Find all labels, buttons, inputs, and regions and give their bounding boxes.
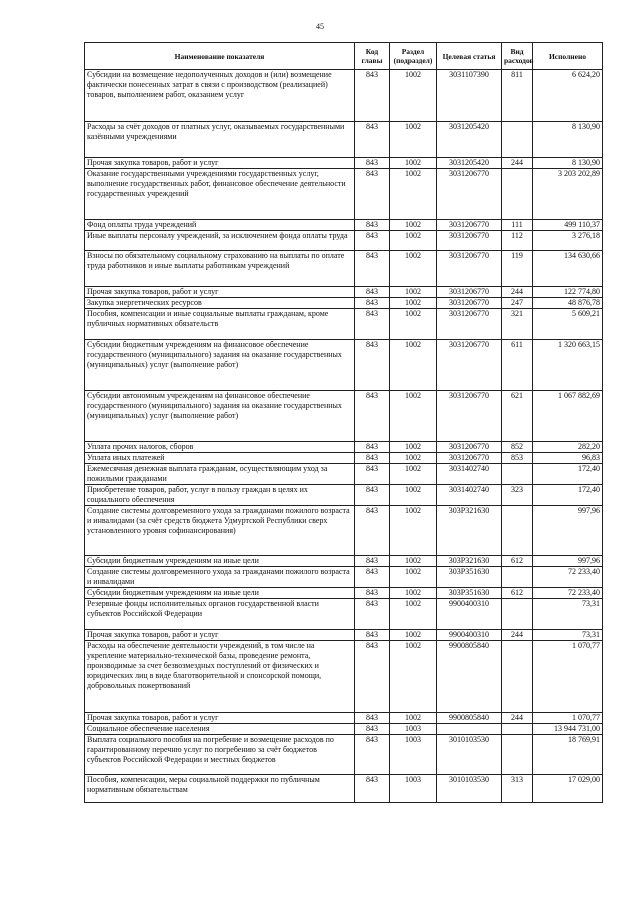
table-row <box>85 641 603 713</box>
cell-target: 3031206770 <box>437 340 502 391</box>
cell-name: Субсидии бюджетным учреждениям на финансовое обеспечение государственного (муниципального) задания на оказание государственных (муниципальных) услуг (выполнение работ) <box>85 340 355 391</box>
cell-name: Прочая закупка товаров, работ и услуг <box>85 713 355 724</box>
cell-target: 3031205420 <box>437 158 502 169</box>
cell-code: 843 <box>355 630 390 641</box>
cell-executed: 13 944 731,00 <box>533 724 603 735</box>
cell-executed: 1 070,77 <box>533 641 603 713</box>
cell-section: 1002 <box>390 630 437 641</box>
cell-expense: 313 <box>502 775 533 803</box>
cell-code: 843 <box>355 158 390 169</box>
cell-section: 1002 <box>390 169 437 220</box>
header-executed: Исполнено <box>533 43 603 70</box>
cell-name: Иные выплаты персоналу учреждений, за исключением фонда оплаты труда <box>85 231 355 251</box>
cell-name: Приобретение товаров, работ, услуг в пользу граждан в целях их социального обеспечения <box>85 485 355 506</box>
table-row <box>85 70 603 122</box>
cell-name: Ежемесячная денежная выплата гражданам, осуществляющим уход за пожилыми гражданами <box>85 464 355 485</box>
cell-expense: 611 <box>502 340 533 391</box>
cell-expense: 321 <box>502 309 533 340</box>
cell-target: 303P321630 <box>437 556 502 567</box>
cell-expense <box>502 641 533 713</box>
cell-executed: 499 110,37 <box>533 220 603 231</box>
cell-section: 1002 <box>390 556 437 567</box>
cell-code: 843 <box>355 724 390 735</box>
cell-name: Расходы за счёт доходов от платных услуг, оказываемых государственными казёнными учреждениями <box>85 122 355 158</box>
cell-name: Оказание государственными учреждениями государственных услуг, выполнение государственных работ, финансовое обеспечение деятельности государственных учреждений <box>85 169 355 220</box>
cell-expense: 853 <box>502 453 533 464</box>
cell-section: 1002 <box>390 309 437 340</box>
table-row <box>85 485 603 506</box>
cell-name: Социальное обеспечение населения <box>85 724 355 735</box>
cell-executed: 72 233,40 <box>533 588 603 599</box>
table-row <box>85 735 603 775</box>
cell-executed: 5 609,21 <box>533 309 603 340</box>
cell-executed: 282,20 <box>533 442 603 453</box>
cell-name: Выплата социального пособия на погребение и возмещение расходов по гарантированному перечню услуг по погребению за счёт бюджетов субъектов Российской Федерации и местных бюджетов <box>85 735 355 775</box>
cell-target: 303P321630 <box>437 506 502 556</box>
header-name: Наименование показателя <box>85 43 355 70</box>
cell-expense <box>502 599 533 630</box>
cell-section: 1002 <box>390 641 437 713</box>
header-row <box>85 43 603 70</box>
table-row <box>85 287 603 298</box>
cell-expense <box>502 735 533 775</box>
cell-section: 1003 <box>390 724 437 735</box>
cell-executed: 172,40 <box>533 485 603 506</box>
cell-expense <box>502 464 533 485</box>
header-target: Целевая статья <box>437 43 502 70</box>
cell-section: 1002 <box>390 158 437 169</box>
cell-executed: 17 029,00 <box>533 775 603 803</box>
cell-expense: 811 <box>502 70 533 122</box>
table-row <box>85 340 603 391</box>
cell-target: 3031107390 <box>437 70 502 122</box>
cell-name: Прочая закупка товаров, работ и услуг <box>85 630 355 641</box>
cell-executed: 3 203 202,89 <box>533 169 603 220</box>
page-number: 45 <box>316 22 324 31</box>
cell-executed: 1 070,77 <box>533 713 603 724</box>
table-row <box>85 169 603 220</box>
cell-target: 303P351630 <box>437 567 502 588</box>
cell-section: 1002 <box>390 122 437 158</box>
cell-name: Создание системы долговременного ухода за гражданами пожилого возраста и инвалидами (за счёт средств бюджета Удмуртской Республики сверх установленного уровня софинансирования) <box>85 506 355 556</box>
cell-name: Субсидии бюджетным учреждениям на иные цели <box>85 588 355 599</box>
cell-section: 1002 <box>390 220 437 231</box>
header-expense: Вид расходов <box>502 43 533 70</box>
cell-target: 3031206770 <box>437 287 502 298</box>
cell-code: 843 <box>355 231 390 251</box>
cell-section: 1002 <box>390 599 437 630</box>
cell-name: Пособия, компенсации, меры социальной поддержки по публичным нормативным обязательствам <box>85 775 355 803</box>
cell-code: 843 <box>355 599 390 630</box>
cell-executed: 997,96 <box>533 556 603 567</box>
cell-expense <box>502 122 533 158</box>
cell-target: 3031206770 <box>437 442 502 453</box>
cell-target: 9900400310 <box>437 599 502 630</box>
cell-name: Уплата прочих налогов, сборов <box>85 442 355 453</box>
cell-executed: 122 774,80 <box>533 287 603 298</box>
cell-target: 3031206770 <box>437 309 502 340</box>
cell-code: 843 <box>355 220 390 231</box>
cell-target: 3031402740 <box>437 485 502 506</box>
cell-target: 3031206770 <box>437 298 502 309</box>
cell-target: 3031205420 <box>437 122 502 158</box>
cell-section: 1002 <box>390 298 437 309</box>
cell-executed: 73,31 <box>533 599 603 630</box>
table-row <box>85 251 603 287</box>
cell-section: 1002 <box>390 567 437 588</box>
cell-code: 843 <box>355 122 390 158</box>
table-row <box>85 464 603 485</box>
cell-section: 1002 <box>390 70 437 122</box>
cell-expense <box>502 169 533 220</box>
cell-expense: 621 <box>502 391 533 442</box>
cell-executed: 1 067 882,69 <box>533 391 603 442</box>
cell-name: Уплата иных платежей <box>85 453 355 464</box>
cell-expense: 323 <box>502 485 533 506</box>
cell-code: 843 <box>355 251 390 287</box>
table-row <box>85 442 603 453</box>
cell-expense: 111 <box>502 220 533 231</box>
cell-name: Субсидии на возмещение недополученных доходов и (или) возмещение фактически понесенных затрат в связи с производством (реализацией) товаров, выполнением работ, оказанием услуг <box>85 70 355 122</box>
cell-section: 1002 <box>390 391 437 442</box>
cell-target: 9900400310 <box>437 630 502 641</box>
table-row <box>85 158 603 169</box>
cell-target: 3010103530 <box>437 735 502 775</box>
table-row <box>85 309 603 340</box>
cell-executed: 3 276,18 <box>533 231 603 251</box>
cell-section: 1003 <box>390 735 437 775</box>
cell-code: 843 <box>355 506 390 556</box>
cell-target: 303P351630 <box>437 588 502 599</box>
cell-target: 3031402740 <box>437 464 502 485</box>
cell-target: 3031206770 <box>437 251 502 287</box>
cell-target: 3010103530 <box>437 775 502 803</box>
cell-executed: 73,31 <box>533 630 603 641</box>
table-row <box>85 599 603 630</box>
table-row <box>85 556 603 567</box>
table-row <box>85 220 603 231</box>
cell-name: Фонд оплаты труда учреждений <box>85 220 355 231</box>
cell-code: 843 <box>355 485 390 506</box>
cell-name: Прочая закупка товаров, работ и услуг <box>85 158 355 169</box>
table-row <box>85 231 603 251</box>
cell-expense: 112 <box>502 231 533 251</box>
cell-executed: 72 233,40 <box>533 567 603 588</box>
cell-code: 843 <box>355 442 390 453</box>
cell-code: 843 <box>355 309 390 340</box>
table-row <box>85 775 603 803</box>
table-row <box>85 630 603 641</box>
cell-code: 843 <box>355 287 390 298</box>
table-row <box>85 453 603 464</box>
cell-expense: 852 <box>502 442 533 453</box>
cell-executed: 8 130,90 <box>533 158 603 169</box>
cell-name: Субсидии автономным учреждениям на финансовое обеспечение государственного (муниципального) задания на оказание государственных (муниципальных) услуг (выполнение работ) <box>85 391 355 442</box>
cell-section: 1002 <box>390 464 437 485</box>
cell-target: 3031206770 <box>437 231 502 251</box>
table-row <box>85 391 603 442</box>
cell-expense: 244 <box>502 287 533 298</box>
cell-executed: 18 769,91 <box>533 735 603 775</box>
cell-name: Резервные фонды исполнительных органов государственной власти субъектов Российской Федерации <box>85 599 355 630</box>
cell-name: Взносы по обязательному социальному страхованию на выплаты по оплате труда работников и иные выплаты работникам учреждений <box>85 251 355 287</box>
cell-name: Создание системы долговременного ухода за гражданами пожилого возраста и инвалидами <box>85 567 355 588</box>
cell-target: 3031206770 <box>437 220 502 231</box>
budget-table <box>84 42 603 803</box>
header-code: Код главы <box>355 43 390 70</box>
cell-expense <box>502 724 533 735</box>
cell-section: 1002 <box>390 287 437 298</box>
cell-expense: 247 <box>502 298 533 309</box>
cell-expense <box>502 567 533 588</box>
table-row <box>85 122 603 158</box>
cell-expense: 119 <box>502 251 533 287</box>
cell-code: 843 <box>355 169 390 220</box>
cell-code: 843 <box>355 453 390 464</box>
cell-expense: 612 <box>502 556 533 567</box>
table-row <box>85 298 603 309</box>
cell-executed: 1 320 663,15 <box>533 340 603 391</box>
cell-section: 1002 <box>390 506 437 556</box>
cell-code: 843 <box>355 556 390 567</box>
cell-target: 3031206770 <box>437 391 502 442</box>
cell-section: 1002 <box>390 442 437 453</box>
cell-code: 843 <box>355 464 390 485</box>
cell-code: 843 <box>355 641 390 713</box>
cell-section: 1002 <box>390 588 437 599</box>
cell-section: 1002 <box>390 453 437 464</box>
cell-code: 843 <box>355 713 390 724</box>
cell-executed: 48 876,78 <box>533 298 603 309</box>
table-row <box>85 506 603 556</box>
cell-expense: 244 <box>502 713 533 724</box>
cell-expense: 244 <box>502 158 533 169</box>
cell-executed: 134 630,66 <box>533 251 603 287</box>
table-row <box>85 588 603 599</box>
cell-executed: 172,40 <box>533 464 603 485</box>
cell-code: 843 <box>355 70 390 122</box>
cell-name: Закупка энергетических ресурсов <box>85 298 355 309</box>
cell-name: Пособия, компенсации и иные социальные выплаты гражданам, кроме публичных нормативных обязательств <box>85 309 355 340</box>
cell-code: 843 <box>355 588 390 599</box>
cell-code: 843 <box>355 775 390 803</box>
table-row <box>85 567 603 588</box>
cell-executed: 96,83 <box>533 453 603 464</box>
cell-code: 843 <box>355 735 390 775</box>
cell-expense: 244 <box>502 630 533 641</box>
cell-expense <box>502 506 533 556</box>
cell-section: 1002 <box>390 713 437 724</box>
cell-expense: 612 <box>502 588 533 599</box>
cell-executed: 997,96 <box>533 506 603 556</box>
cell-target <box>437 724 502 735</box>
table-row <box>85 713 603 724</box>
table-row <box>85 724 603 735</box>
cell-executed: 6 624,20 <box>533 70 603 122</box>
cell-executed: 8 130,90 <box>533 122 603 158</box>
header-section: Раздел (подраздел) <box>390 43 437 70</box>
cell-section: 1002 <box>390 485 437 506</box>
cell-target: 3031206770 <box>437 169 502 220</box>
cell-code: 843 <box>355 298 390 309</box>
cell-section: 1002 <box>390 231 437 251</box>
cell-code: 843 <box>355 340 390 391</box>
cell-name: Расходы на обеспечение деятельности учреждений, в том числе на укрепление материально-технической базы, проведение ремонта, производимые за счет безвозмездных поступлений от физических и юридических лиц в виде благотворительной и спонсорской помощи, добровольных пожертвований <box>85 641 355 713</box>
cell-target: 9900805840 <box>437 713 502 724</box>
cell-code: 843 <box>355 567 390 588</box>
cell-name: Субсидии бюджетным учреждениям на иные цели <box>85 556 355 567</box>
cell-section: 1003 <box>390 775 437 803</box>
cell-code: 843 <box>355 391 390 442</box>
cell-target: 3031206770 <box>437 453 502 464</box>
cell-section: 1002 <box>390 251 437 287</box>
cell-name: Прочая закупка товаров, работ и услуг <box>85 287 355 298</box>
cell-target: 9900805840 <box>437 641 502 713</box>
cell-section: 1002 <box>390 340 437 391</box>
